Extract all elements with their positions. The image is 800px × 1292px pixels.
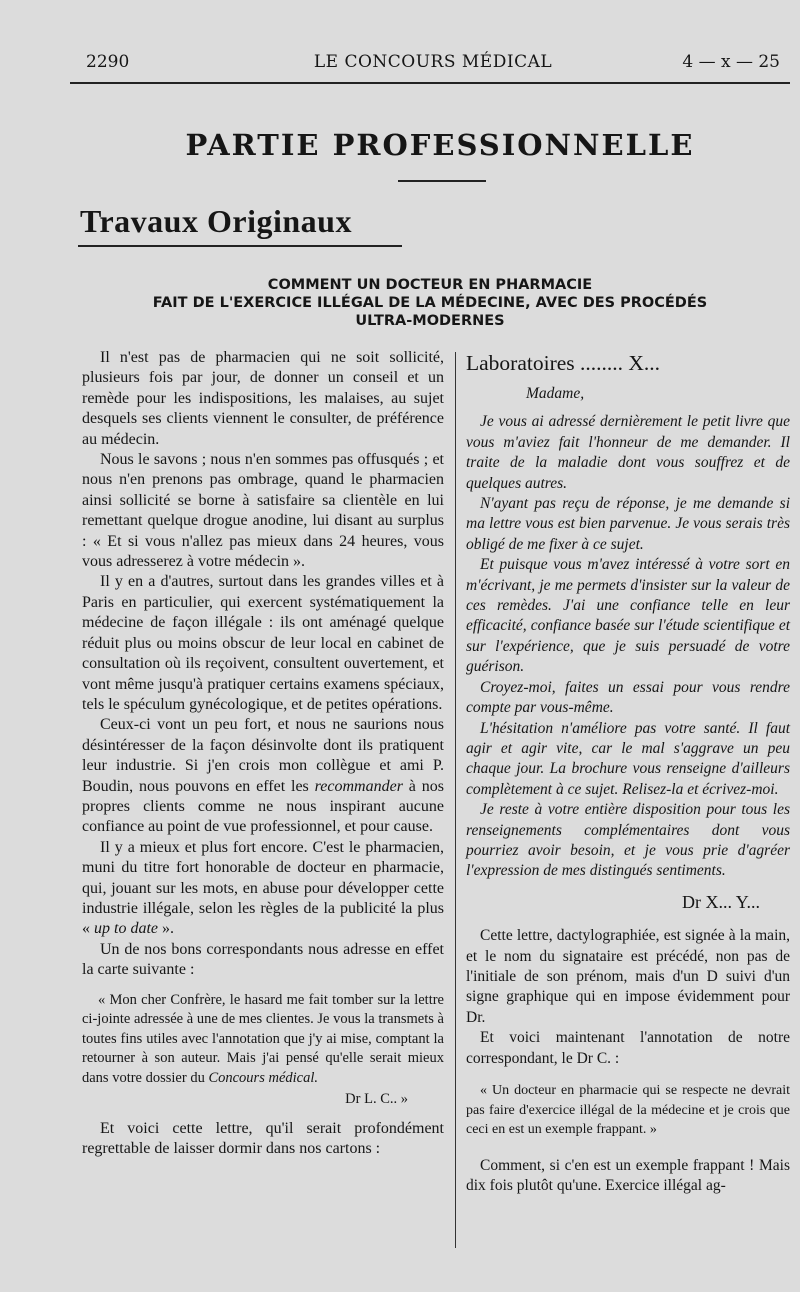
emphasis: up to date bbox=[94, 920, 158, 938]
page-number: 2290 bbox=[86, 52, 130, 72]
paragraph: Cette lettre, dactylographiée, est signée à la main, et le nom du signataire est précédé, non pas de l'initiale de son prénom, mais d'un D suivi d'un signe graphique qui en impose évidemment pour Dr. bbox=[466, 927, 790, 1026]
paragraph: Il y en a d'autres, surtout dans les grandes villes et à Paris en particulier, qui exercent systématiquement la médecine de façon illégale : ils ont aménagé quelque réduit plus ou moins obscur de leur local en cabinet de consultation où ils reçoivent, consultent ouvertement, et vont même jusqu'à pratiquer certains examens spéciaux, tels le spéculum gynécologique, et de petites opérations. bbox=[82, 573, 444, 713]
text-run: ». bbox=[158, 920, 174, 938]
quote-signature: Dr L. C.. » bbox=[345, 1090, 408, 1107]
article-title-line: ULTRA-MODERNES bbox=[355, 313, 505, 329]
article-title-line: FAIT DE L'EXERCICE ILLÉGAL DE LA MÉDECINE, AVEC DES PROCÉDÉS bbox=[152, 295, 708, 311]
text-run: Ceux-ci vont un peu fort, et nous ne saurions nous désintéresser de la façon désinvolte dont ils pratiquent leur industrie. Si j'en crois mon collègue et ami P. Boudin, nous pouvons en effet les bbox=[82, 716, 444, 795]
correspondent-card-quote bbox=[82, 991, 444, 1089]
text-run: Il y a mieux et plus fort encore. C'est le pharmacien, muni du titre fort honorable de docteur en pharmacie, qui, jouant sur les mots, en abuse pour développer cette industrie illégale, selon les règles de la publicité la plus « bbox=[82, 838, 444, 938]
column-divider bbox=[455, 352, 456, 1248]
left-column bbox=[82, 348, 444, 1160]
text-run: « Mon cher Confrère, le hasard me fait tomber sur la lettre ci-jointe adressée à une de mes clientes. Je vous la transmets à toutes fins utiles avec l'annotation que j'y ai mise, comptant la retourner à son auteur. Mais j'ai pensé qu'elle serait mieux dans votre dossier du bbox=[82, 991, 444, 1086]
header-rule bbox=[70, 82, 790, 84]
letter-paragraph: Je reste à votre entière disposition pour tous les renseignements complémentaires dont vous pourriez avoir besoin, et je vous prie d'agréer l'expression de mes distingués sentiments. bbox=[466, 801, 790, 880]
issue-date: 4 — x — 25 bbox=[682, 52, 780, 72]
paragraph: Nous le savons ; nous n'en sommes pas offusqués ; et nous n'en prenons pas ombrage, quand le pharmacien ainsi sollicité se borne à satisfaire sa clientèle en lui remettant quelque drogue anodine, lui disant au surplus : « Et si vous n'allez pas mieux dans 24 heures, vous vous adresserez à votre médecin ». bbox=[82, 451, 444, 571]
right-column bbox=[466, 348, 790, 1197]
paragraph bbox=[82, 838, 444, 940]
letter-paragraph: N'ayant pas reçu de réponse, je me demande si ma lettre vous est bien parvenue. Je vous serais très obligé de me fixer à ce sujet. bbox=[466, 495, 790, 553]
paragraph: Comment, si c'en est un exemple frappant ! Mais dix fois plutôt qu'une. Exercice illégal ag- bbox=[466, 1156, 790, 1195]
text-run: à nos propres clients comme ne nous inspirant aucune confiance au point de vue professionnel, et pour cause. bbox=[82, 777, 444, 836]
article-title bbox=[80, 276, 780, 330]
emphasis: Concours médical. bbox=[208, 1069, 318, 1086]
paragraph: Il n'est pas de pharmacien qui ne soit sollicité, plusieurs fois par jour, de donner un conseil et un remède pour les indispositions, les malaises, au sujet desquels ses clients viennent le consulter, de préférence au médecin. bbox=[82, 349, 444, 448]
section-title: PARTIE PROFESSIONNELLE bbox=[185, 128, 695, 162]
journal-title: LE CONCOURS MÉDICAL bbox=[313, 52, 553, 72]
annotation-quote: « Un docteur en pharmacie qui se respecte ne devrait pas faire d'exercice illégal de la médecine et je crois que ceci en est un exemple frappant. » bbox=[466, 1083, 790, 1138]
paragraph: Et voici maintenant l'annotation de notre correspondant, le Dr C. : bbox=[466, 1029, 790, 1067]
letter-paragraph: Et puisque vous m'avez intéressé à votre sort en m'écrivant, je me permets d'insister sur la valeur de ces remèdes. J'ai une confiance telle en leur efficacité, confiance basée sur l'étude scientifique et sur l'expérience, que je suis persuadé de votre guérison. bbox=[466, 556, 790, 676]
letter-signature: Dr X... Y... bbox=[681, 891, 760, 912]
emphasis: recommander bbox=[314, 777, 403, 795]
article-title-line: COMMENT UN DOCTEUR EN PHARMACIE bbox=[267, 277, 593, 293]
paragraph: Et voici cette lettre, qu'il serait profondément regrettable de laisser dormir dans nos cartons : bbox=[82, 1119, 444, 1158]
subsection-title: Travaux Originaux bbox=[80, 203, 352, 239]
letter-greeting: Madame, bbox=[526, 385, 585, 402]
section-divider bbox=[398, 180, 486, 182]
letter-paragraph: L'hésitation n'améliore pas votre santé. Il faut agir et agir vite, car le mal s'aggrave un peu chaque jour. La brochure vous renseigne d'ailleurs complètement à ce sujet. Relisez-la et écrivez-moi. bbox=[466, 719, 790, 798]
paragraph: Un de nos bons correspondants nous adresse en effet la carte suivante : bbox=[82, 940, 444, 979]
subsection-underline bbox=[78, 245, 402, 247]
running-header bbox=[86, 52, 780, 76]
letter-paragraph: Croyez-moi, faites un essai pour vous rendre compte par vous-même. bbox=[466, 678, 790, 717]
letter-paragraph: Je vous ai adressé dernièrement le petit livre que vous m'aviez fait l'honneur de me demander. Il traite de la maladie dont vous souffrez et de quelques autres. bbox=[466, 413, 790, 492]
paragraph bbox=[82, 715, 444, 837]
letterhead: Laboratoires ........ X... bbox=[466, 351, 661, 375]
